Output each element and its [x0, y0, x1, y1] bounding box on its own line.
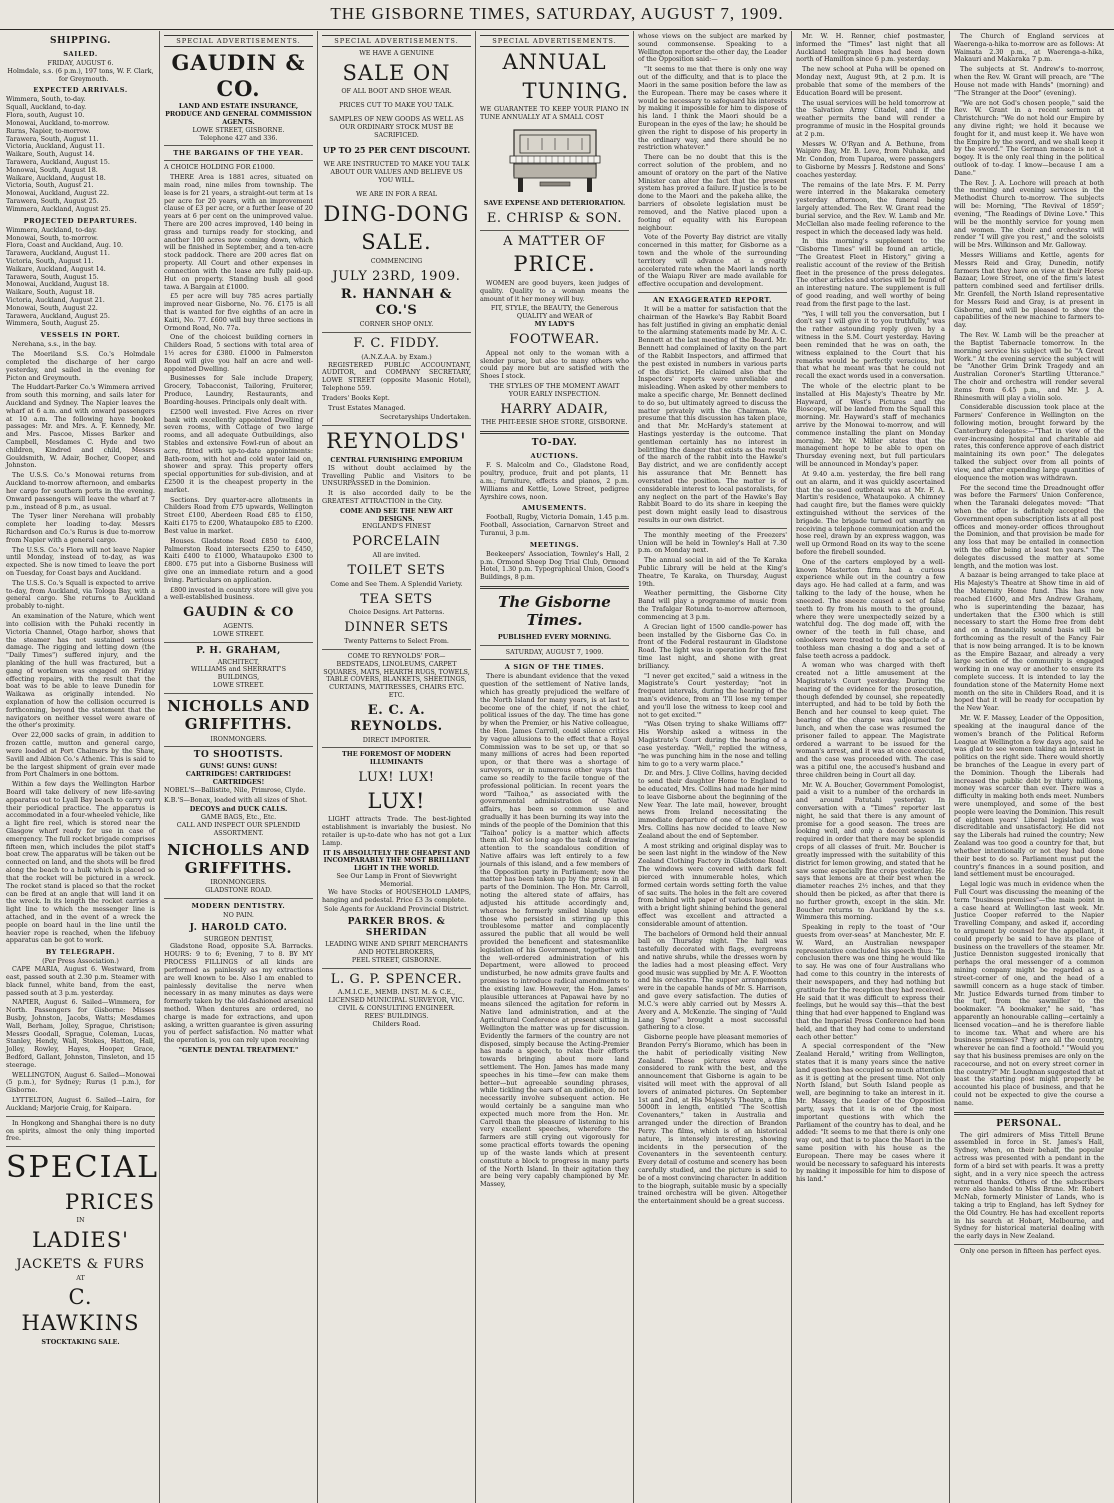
auctions-heading: AUCTIONS.	[530, 452, 579, 461]
parker-desc: LEADING WINE AND SPIRIT MERCHANTS AND HOTELBROKERS,	[325, 940, 468, 956]
news-paragraph: Dr. and Mrs. J. Clive Collins, having decided to send their daughter Home to England to be educated, Mrs. Collins had made her mind to leave Gisborne about the beginning of the New Year. The late mail, however, brought news from Ireland necessitating the immediate departure of one of the other, so Mrs. Collins has now decided to leave New Zealand about the end of September.	[638, 769, 787, 840]
spencer-buildings: REES' BUILDINGS.	[364, 1011, 429, 1020]
annual: ANNUAL	[502, 50, 607, 75]
graham-buildings: WILLIAMS and SHERRATT'S	[190, 665, 286, 674]
englands-finest: ENGLAND'S FINEST	[362, 522, 431, 531]
column-advertisements-1	[160, 31, 318, 1503]
secretaryships-line: Secretaryships Undertaken.	[379, 413, 471, 422]
telegraph-napier: NAPIER, August 6. Sailed—Wimmera, for North. Passengers for Gisborne: Misses Busby, Johnston, Jacobs, Watts; Mesdames Wall, Berham, Jolley, Sprague, Christison; Messrs Goodall, Sprague, Coleman, Lucas, Stanley, Hendy, Wall, Stokes, Hatton, Hall, Jolley, Rowley, Hayes, Hooper, Grace, Bedford, Gallant, Johnston, Tinsleton, and 15 steerage.	[6, 998, 155, 1069]
news-paragraph: Considerable discussion took place at the Farmers' Conference in Wellington on the following motion, brought forward by the Canterbury delegates:—"That in view of the ever-increasing hospital and charitable aid rates, this conference approve of each district maintaining its own poor." The delegates talked the subject over from all points of view, and after expending large quantities of eloquence the motion was withdrawn.	[954, 403, 1104, 482]
news-paragraph: In this morning's supplement to the "Gisborne Times" will be found an article, "The Greatest Fleet in History," giving a realistic account of the review of the British fleet in the presence of the press delegates. The other articles and stories will be found of an interesting nature. The supplement is full of good reading, and well worthy of being read from the first page to the last.	[796, 237, 945, 308]
news-paragraph: The Rev. W. Lamb will be the preacher at the Baptist Tabernacle tomorrow. In the morning service his subject will be "A Great Work." At the evening service the subject will be "Another Grim Drink Tragedy and an Australian Coroner's Startling Utterance." The choir and orchestra will render several items from 6.45 p.m., and Mr. J. A. Rhinesmith will play a violin solo.	[954, 331, 1104, 402]
ironmongers-label-2: IRONMONGERS.	[210, 878, 267, 887]
editorial-continued: "It seems to me that there is only one way out of the difficulty, and that is to place the Maori in the same position before the law as the European. There may be cases where it would be necessary to safeguard his interests by making it impossible for him to dispose of his land. I think the Maori should be a European in the eyes of the law; he should be given the right to dispose of his property in the ordinary way, and there should be no restriction whatever."	[638, 65, 787, 152]
shipping-paragraph: The Moeriland S.S. Co.'s Holmdale completed the discharge of her cargo yesterday, and sailed in the evening for Picton and Greymouth.	[6, 350, 155, 382]
styles-line: THE STYLES OF THE MOMENT AWAIT YOUR EARLY INSPECTION.	[489, 382, 620, 398]
cato-text: Gladstone Road, opposite S.A. Barracks. HOURS: 9 to 6; Evening, 7 to 8. BY MY PROCESS FILLINGS of all kinds are performed as painlessly as my extractions are well known to be. Also I am enabled to painlessly devitalise the nerve when necessary in as many minutes as days were formerly taken by the old-fashioned arsenical method. When dentures are ordered, no charge is made for extractions, and upon asking, a written guarantee is given assuring you of perfect satisfaction. No matter what the operation is, you can rely upon receiving	[164, 942, 313, 1045]
women-text: WOMEN are good buyers, keen judges of quality. Quality to a woman means the amount of it her money will buy.	[480, 279, 629, 303]
news-paragraph: Mr. W. H. Renner, chief postmaster, informed the "Times" last night that all Auckland telegraph lines had been down north of Hamilton since 6 p.m. yesterday.	[796, 32, 945, 64]
published-line: PUBLISHED EVERY MORNING.	[497, 632, 612, 641]
parker-address: PEEL STREET, GISBORNE.	[351, 955, 442, 964]
graham-address: LOWE STREET.	[213, 681, 264, 690]
gaudin-subtitle: LAND AND ESTATE INSURANCE, PRODUCE AND GENERAL COMMISSION AGENTS.	[165, 102, 312, 126]
today-heading: TO-DAY.	[531, 438, 578, 449]
agents-address: LOWE STREET.	[213, 629, 264, 638]
cheapest-line: IT IS ABSOLUTELY THE CHEAPEST AND INCOMPARABLY THE MOST BRILLIANT LIGHT IN THE WORLD.	[322, 848, 470, 873]
genuine-line: WE HAVE A GENUINE	[359, 49, 434, 58]
news-paragraph: The Church of England services at Waerenga-a-hika to-morrow are as follows: At Waimata 2.30 p.m., at Waerenga-a-hika, Makauri and Makaraka 7 p.m.	[954, 32, 1104, 64]
sailed-heading: SAILED.	[63, 49, 98, 58]
meetings-heading: MEETINGS.	[529, 540, 580, 549]
news-paragraph: One of the carters employed by a well-known Masterton firm had a curious experience while out in the country a few days ago. He had called at a farm, and was talking to the lady of the house, when he sneezed. The sneeze caused a set of false teeth to fly from his mouth to the ground, where they were unexpectedly seized by a watchful dog. The dog made off, with the owner of the teeth in full chase, and onlookers were treated to the spectacle of a toothless man chasing a dog and a set of false teeth across a paddock.	[796, 557, 945, 660]
personal-text: The girl admirers of Miss Tittell Brune assembled in force in St. James's Hall, Sydney, when, on their behalf, the popular actress was presented with a pendant in the form of a bird set with pearls. It was a pretty sight, and in a very nice speech the actress returned thanks. Others of the subscribers were also handed to Miss Brune. Mr. Robert McNab, formerly Minister of Lands, who is taking a trip to England, has left Sydney for the Old Country. He has had excellent reports in his search at Hobart, Melbourne, and Sydney for historical material dealing with the early days in New Zealand.	[954, 1130, 1104, 1241]
divider	[164, 746, 313, 747]
july-date: JULY 23RD, 1909.	[332, 268, 461, 284]
central-emporium: CENTRAL FURNISHING EMPORIUM	[330, 455, 463, 464]
news-paragraph: The subjects at St. Andrew's to-morrow, when the Rev. W. Grant will preach, are "The House not made with Hands" (morning) and "The Stranger at the Door" (evening).	[954, 65, 1104, 97]
news-paragraph: The new school at Puha will be opened on Monday next, August 9th, at 2 p.m. It is probable that some of the members of the Education Board will be present.	[796, 65, 945, 97]
graham-title: P. H. GRAHAM,	[196, 645, 281, 656]
fiddy-text: REGISTERED PUBLIC ACCOUNTANT, AUDITOR, and COMPANY SECRETARY, LOWE STREET (opposite Masonic Hotel), Telephone 559.	[322, 360, 471, 393]
gaudin-telephone: Telephone 427 and 336.	[199, 133, 278, 142]
list-item: Tarawera, South, August 25.	[6, 197, 99, 206]
news-paragraph: A Grecian light of 1500 candle-power has been installed by the Gisborne Gas Co. in front of the Federal restaurant in Gladstone Road. The light was in operation for the first time last night, and shone with great brilliancy.	[638, 622, 787, 670]
list-item: Tarawera, South, August 15.	[6, 272, 99, 281]
nopain-line: NO PAIN.	[223, 910, 254, 919]
trust-line: Trust Estates Managed.	[328, 403, 406, 412]
list-item: Monowai, South, August 18.	[6, 165, 98, 174]
news-paragraph: "Was Olsen trying to shake Williams off?" His Worship asked a witness in the Magistrate's Court during the hearing of a case yesterday. "Well," replied the witness, "he was punching him in the nose and telling him to go to a very warm place."	[638, 720, 787, 768]
list-item: Monowai, Auckland, August 22.	[6, 189, 110, 198]
ad-hawkins: C. HAWKINS	[21, 1285, 140, 1336]
news-paragraph: At 9.40 a.m. yesterday, the fire bell rang out an alarm, and it was quickly ascertained that the so-used outbreak was at Mr. F. A. Martin's residence, Whataupoko. A chimney had caught fire, but the flames were quickly extinguished without the services of the brigade. The brigade turned out smartly on receiving a telephone communication and the hose reel, drawn by an express waggon, was well up Ormond Road on its way to the scene before the firebell sounded.	[796, 469, 945, 556]
news-paragraph: Messrs Williams and Kettle, agents for Messrs Reid and Gray, Dunedin, notify farmers that they have on view at their Horse Bazaar, Lowe Street, one of the firm's latest pattern combined seed and fertiliser drills. Mr. Grenfell, the North Island representative for Messrs Reid and Gray, is at present in Gisborne, and will be pleased to show the capabilities of the new machine to farmers to-day.	[954, 250, 1104, 330]
estate-paragraph: £800 invested in country store will give you a well-established business.	[164, 585, 313, 602]
eyes-note: Only one person in fifteen has perfect eyes.	[960, 1247, 1102, 1256]
adair-title: HARRY ADAIR,	[500, 401, 609, 417]
divider	[322, 747, 471, 748]
divider	[164, 642, 313, 643]
divider	[480, 230, 629, 231]
projected-list	[6, 227, 155, 329]
ad-stocktaking: STOCKTAKING SALE.	[41, 1337, 120, 1346]
come-reynolds: COME TO REYNOLDS' FOR—	[347, 651, 446, 660]
tea-desc: Choice Designs. Art Patterns.	[348, 608, 445, 617]
dentistry-heading: MODERN DENTISTRY.	[191, 901, 286, 910]
news-paragraph: The bachelors of Ormond held their annual ball on Thursday night. The hall was tastefully decorated with flags, evergreens and native shrubs, while the dresses worn by the ladies had a most pleasing effect. Very good music was supplied by Mr. A. F. Wootton and his orchestra. The supper arrangements were in the capable hands of Mr. S. Harrison, and gave every satisfaction. The duties of M.C.'s were ably carried out by Messrs A. Avery and A. McKenzie. The singing of "Auld Lang Syne" brought a most successful gathering to a close.	[638, 929, 787, 1032]
personal-heading: PERSONAL.	[996, 1118, 1062, 1129]
news-paragraph: "I never get excited," said a witness in the Magistrate's Court yesterday; "not in frequent intervals, during the hearing of the man's evidence, from an 'I'll lose my temper and you'll lose the witness to keep cool and not to get excited.'"	[638, 671, 787, 719]
dingdong: DING-DONG	[323, 201, 470, 226]
telegraph-heading: BY TELEGRAPH.	[45, 948, 116, 957]
news-paragraph: A bazaar is being arranged to take place at His Majesty's Theatre at Show time in aid of the Maternity Home fund. This has now reached £1600, and Mrs Andrew Graham, who is superintending the bazaar, has undertaken that the £300 which is still necessary to start the Home free from debt and on a financially sound basis will be forthcoming as the result of the Fancy Fair that is now being arranged. It is to be known as the Empire Bazaar, and already a very large section of the community is engaged working in one way or another to ensure its complete success. It is intended to lay the foundation stone of the Maternity Home next month on the site in Childers Road, and it is hoped that it will be ready for occupation by the New Year.	[954, 571, 1104, 713]
commencing: COMMENCING	[370, 256, 423, 265]
new-art: COME AND SEE THE NEW ART DESIGNS.	[340, 506, 453, 523]
telegraph-sub: (Per Press Association.)	[42, 957, 119, 966]
divider	[322, 649, 471, 650]
toilet-sets: TOILET SETS	[347, 562, 446, 578]
cato-profession: SURGEON DENTIST,	[203, 934, 274, 943]
reynolds-text: It is also accorded daily to be the GREATEST ATTRACTION in the City.	[322, 489, 471, 505]
news-paragraph: It will be a matter for satisfaction that the chairman of the Hawke's Bay Rabbit Board has felt justified in giving an emphatic denial to the alarming statements made by Mr. A. C. Bennett at the last meeting of the Board. Mr. Bennett had complained of laxity on the part of the Rabbit Inspectors, and affirmed that the pest existed in numbers in various parts of the district. He claimed also that the Inspectors' reports were unreliable and misleading. When asked by other members to make a specific charge, Mr. Bennett declined to do so, but ultimately agreed to discuss the matter privately with the Chairman. We presume that this discussion has taken place, and that Mr. McHardy's statement at Hastings yesterday is the outcome. That gentleman certainly has no interest in belittling the danger that exists as the result of the march of the rabbit into the Hawke's Bay district, and we are confidently accept his assurance that Mr. Bennett has overstated the position. The matter is of considerable interest to local pastoralists, for any neglect on the part of the Hawke's Bay Rabbit Board to do its share in keeping the pest down might easily lead to disastrous results in our own district.	[638, 305, 787, 524]
spencer-qual: A.M.I.C.E., MEMB. INST. M. & C.E.,	[337, 988, 456, 997]
auctions-text: F. S. Malcolm and Co., Gladstone Road, poultry, produce, fruit and pot plants, 11 a.m.; furniture, effects and pianos, 2 p.m. Williams and Kettle, Lowe Street, pedigree Ayrshire cows, noon.	[480, 461, 629, 501]
reynolds-title: REYNOLDS'	[326, 429, 467, 454]
nicholls-title-2: NICHOLLS AND GRIFFITHS.	[167, 840, 310, 877]
news-paragraph: Mr. W. A. Boucher, Government Pomologist, paid a visit to a number of the orchards in and around Patutahi yesterday. In conversation with a "Times" reporter last night, he said that there is any amount of promise for a good season. The trees are looking well, and only a decent season is required in order that there may be splendid crops of all classes of fruit. Mr. Boucher is greatly impressed with the suitability of this district for lemon growing, and stated that he saw some especially fine crops yesterday. He says that lemons are at their best when the diameter reaches 2½ inches, and that they should then be picked, as after that there is no further growth, except in the skin. Mr. Boucher returns to Auckland by the s.s. Wimmera this morning.	[796, 780, 945, 922]
divider	[480, 659, 629, 660]
list-item: Monowai, South, to-morrow.	[6, 233, 99, 242]
list-item: Tarawera, South, August 11.	[6, 134, 99, 143]
dinner-desc: Twenty Patterns to Select From.	[344, 637, 449, 646]
bargains-heading: THE BARGAINS OF THE YEAR.	[173, 149, 304, 158]
divider	[638, 292, 787, 293]
column-news-2	[792, 31, 950, 1503]
list-item: Flora, south, August 10.	[6, 111, 85, 120]
column-shipping	[2, 31, 160, 1503]
samples-line: SAMPLES OF NEW GOODS AS WELL AS OUR ORDINARY STOCK MUST BE SACRIFICED.	[329, 115, 464, 139]
masthead-title: THE GISBORNE TIMES, SATURDAY, AUGUST 7, 1909.	[330, 4, 784, 24]
editorial-text: There is abundant evidence that the vexed question of the settlement of Native lands, which has greatly prejudiced the welfare of the North Island for many years, is at last to become one of the chief, if not the chief, political issues of the day. The time has gone by when the Premier, or his Native colleague, the Hon. James Carroll, could silence critics by vague allusions to the effect that a Royal Commission was to be set up, or that so many millions of acres had been reported upon, or that there was a shortage of surveyors, or in numerous other ways that came so readily to the facile tongue of the professional politician. In recent years the word "Taihoa," as associated with the governmental administration of Native affairs, has been so common use and gradually it has been burning its way into the minds of the people of the Dominion that this "Taihoa" policy is a matter which affects them all. Not so long ago the task of drawing attention to the scandalous condition of Native affairs was left entirely to a few journals of this island, and a few members of the Opposition party in Parliament; now the matter has been taken up by the press in all parts of the Dominion. The Hon. Mr. Carroll, noting the altered state of affairs, has adjusted his attitude accordingly and, whereas he formerly smiled blandly upon those who persisted in stirring up this troublesome matter and complacently assured the public that all would be well provided the beneficent and statesmanlike legislation of his Government, together with the well-ordered administration of his Department, were allowed to proceed undisturbed, he now admits grave faults and promises to introduce radical amendments to the existing law. However, the Hon. James' plausible utterances at Papawai have by no means silenced the agitation for reform in Native land administration, and at the Agricultural Conference at present sitting in Wellington the matter was up for discussion. Evidently the farmers of the country are not disposed, simply because the Acting-Premier has made a speech, to relax their efforts towards bringing about more land settlement. The Hon. James has made many speeches in his time—few can make them better—but agreeable sounding phrases, while tickling the ears of an audience, do not necessarily involve subsequent action. He would certainly be a sanguine man who expected much more from the Hon. Mr. Carroll than the pleasure of listening to his very excellent speeches, wherefore the farmers are still crying out vigorously for some practical efforts towards the opening up of the waste lands which at present constitute a block to progress in many parts of the North Island. In their agitation they are being very capably championed by Mr. Massey,	[480, 672, 629, 1189]
cato-title: J. HAROLD CATO.	[189, 922, 288, 933]
editorial-heading: A SIGN OF THE TIMES.	[504, 663, 605, 672]
ad-prices: PRICES	[64, 1189, 155, 1214]
telegraph-wellington: WELLINGTON, August 6. Sailed—Monowai (5 p.m.), for Sydney; Rurus (1 p.m.), for Gisborne.	[6, 1070, 155, 1095]
list-item: Flora, Coast and Auckland, Aug. 10.	[6, 241, 124, 250]
lux-text: LIGHT attracts Trade. The best-lighted establishment is invariably the busiest. No retailer is up-to-date who has not got a Lux Lamp.	[322, 815, 471, 847]
list-item: Waikare, South, August 14.	[6, 150, 95, 159]
bargain-lead: A CHOICE HOLDING FOR £1000.	[164, 163, 275, 172]
divider	[6, 1146, 155, 1147]
news-paragraph: Legal logic was much in evidence when the Full Court was discussing the meaning of the term "business premises"—the main point in a case heard at Wellington last week. Mr. Justice Cooper referred to the Napier Travelling Company, and asked if, according to argument by counsel for the appellant, it could properly be said to have its place of business on the travellers of the steamer. Mr. Justice Denniston suggested ironically that perhaps the oral messenger of a common mining company might be regarded as a street-corner of one, and the head of a sawmill concern as a huge stack of timber. Mr. Justice Edwards turned from timber to the turf, from the sawmiller to the bookmaker. "A bookmaker," he said, "has apparently an honourable calling—certainly a licensed vocation—and he is therefore liable to income tax. What and where are his business premises? They are all the country, wherever he can find a foothold." "Would you say that his business premises are only on the racecourse, and not on every street corner in the country?" Mr. Loughnan suggested that at least the starting post might properly be accounted his place of business, and that he could not be expected to give the course a name.	[954, 880, 1104, 1107]
exaggerated-heading: AN EXAGGERATED REPORT.	[652, 296, 773, 304]
hannah-title: R. HANNAH & CO.'S	[340, 287, 453, 319]
editorial-continued: Vote of the Poverty Bay district are vitally concerned in this matter, for Gisborne as a town and the whole of the surrounding territory will advance at a greatly accelerated rate when the Maori lands north of the Waiapu River are made available for effective occupation and development.	[638, 233, 787, 289]
list-item: Wimmera, South, August 25.	[6, 319, 100, 328]
divider	[164, 693, 313, 694]
lux-big: LUX!	[367, 788, 426, 813]
gladstone-road: GLADSTONE ROAD.	[205, 886, 272, 895]
forreal-line: WE ARE IN FOR A REAL	[355, 189, 438, 198]
nicholls-title: NICHOLLS AND GRIFFITHS.	[167, 696, 310, 734]
direct-importer: DIRECT IMPORTER.	[362, 735, 431, 744]
divider	[164, 145, 313, 146]
news-paragraph: "Yes, I will tell you the conversation, but I don't say I will give it to you truthfully," was the rather astounding reply given by a witness in the S.M. Court yesterday. Having been reminded that he was on oath, the witness explained to the Court that his remarks would be perfectly veracious, but that what he meant was that he could not recall the exact words used in a conversation.	[796, 309, 946, 381]
fit-style: FIT, STYLE, the BEAUTY, the Generous QUALITY and WEAR of	[490, 304, 619, 321]
spencer-address: Childers Road.	[372, 1019, 421, 1028]
news-paragraph: The whole of the electric plant to be installed at His Majesty's Theatre by Mr. Hayward, of West's Pictures and the Bioscope, will be landed from the Squall this morning. Mr. Hayward's staff of mechanics arrive by the Monowai to-morrow, and will commence installing the plant on Monday morning. Mr. W. Miller states that the management hope to be able to open on Thursday evening next, but full particulars will be announced in Monday's paper.	[796, 381, 945, 469]
graham-profession: ARCHITECT,	[217, 657, 260, 666]
list-item: Tarawera, Auckland, August 15.	[6, 157, 110, 166]
gaudin-agents-title: GAUDIN & CO	[183, 605, 294, 621]
estate-paragraph: Sections. Dry quarter-acre allotments in Childers Road from £75 upwards, Wellington Street £100, Aberdeen Road £85 to £150, Kaiti £175 to £200, Whataupoko £85 to £200. Best value in market.	[164, 495, 313, 535]
sale-on: SALE ON	[342, 60, 451, 85]
edition-date: SATURDAY, AUGUST 7, 1909.	[505, 647, 604, 656]
vessels-text: Nerehana, s.s., in the bay.	[12, 340, 97, 349]
bags-line: GAME BAGS, Etc., Etc.	[200, 813, 277, 822]
decoys-line: DECOYS and DUCK CALLS.	[189, 805, 288, 814]
list-item: FRIDAY, AUGUST 6.	[47, 59, 114, 67]
cartridges-line: CARTRIDGES! CARTRIDGES! CARTRIDGES!	[185, 770, 292, 786]
list-item: Tarawera, Auckland, August 25.	[6, 311, 110, 320]
news-paragraph: The remains of the late Mrs. F. M. Perry were interred in the Makaraka cemetery yesterday afternoon, the funeral being largely attended. The Rev. W. Grant read the burial service, and the Rev. W. Lamb and Mr. McClellan also made feeling reference to the respect in which the deceased lady was held.	[796, 180, 945, 236]
tea-sets: TEA SETS	[360, 591, 433, 607]
hawkins-advert	[6, 1150, 160, 1346]
ad-in: IN	[76, 1216, 85, 1225]
divider	[322, 332, 471, 333]
sale-2: SALE.	[361, 230, 432, 255]
newspaper-title: The Gisborne Times.	[498, 593, 611, 630]
divider	[322, 425, 471, 426]
editorial-continued: whose views on the subject are marked by sound commonsense. Speaking to a Wellington reporter the other day, the Leader of the Opposition said:—	[638, 32, 787, 64]
fiddy-qualification: (A.N.Z.A.A. by Exam.)	[361, 352, 432, 361]
shipping-paragraph: An examination of the Nature, which went into collision with the Puhaki recently in Victoria Channel, Otago harbor, shows that the steamer has not sustained serious damage. The rigging and letting down (the "Daily Times") suffered injury, and the planking of the hull was fractured, but a gang of workmen was engaged on Friday effecting repairs, with the result that the boat was to be able to leave Dunedin for Waikawa as originally intended. No explanation of how the collision occurred is forthcoming, beyond the statement that the navigators on neither vessel were aware of the other's proximity.	[6, 612, 155, 730]
list-item: Wimmera, South, to-day.	[6, 95, 86, 104]
ironmongers-label: IRONMONGERS.	[210, 734, 267, 743]
column-news-3	[950, 31, 1108, 1503]
discount-line: UP TO 25 PER CENT DISCOUNT.	[322, 144, 471, 155]
divider	[164, 160, 313, 161]
projected-heading: PROJECTED DEPARTURES.	[23, 216, 138, 225]
appeal-text: Appeal not only to the woman with a slender purse, but also to many others who could pay more but are satisfied with the Shoes I stock.	[480, 348, 629, 381]
chrisp-title: E. CHRISP & SON.	[486, 210, 623, 226]
dinner-sets: DINNER SETS	[344, 620, 449, 636]
section-banner: SPECIAL ADVERTISEMENTS.	[322, 35, 471, 47]
matter-of: A MATTER OF	[503, 233, 606, 249]
guns-line: GUNS! GUNS! GUNS!	[199, 762, 278, 771]
news-paragraph: The usual services will be held tomorrow at the Salvation Army Citadel, and if the weather permits the band will render a programme of music in the Hospital grounds at 2 p.m.	[796, 98, 945, 138]
list-item: Rurns, Napier, to-morrow.	[6, 126, 91, 135]
inspect-line: CALL AND INSPECT OUR SPLENDID ASSORTMENT.	[176, 820, 301, 837]
list-item: Victoria, South, August 21.	[6, 181, 94, 190]
list-item: Victoria, Auckland, August 11.	[6, 142, 105, 151]
gaudin-title: GAUDIN & CO.	[171, 50, 306, 101]
all-invited: All are invited.	[372, 551, 421, 560]
news-paragraph: A woman who was charged with theft created not a little amusement at the Magistrate's Court yesterday. During the hearing of the evidence for the prosecution, though defended by counsel, she repeatedly interrupted, and had to be told by both the Bench and her counsel to keep quiet. The hearing of the charge was adjourned for lunch, and when the case was resumed the prisoner failed to appear. The Magistrate ordered a warrant to be issued for the woman's arrest, and it was at once executed, and the case was proceeded with. The case was a pitiful one, the accused's husband and three children being in Court all day.	[796, 661, 945, 779]
news-paragraph: Messrs W. O'Ryan and A. Bethune, from Waipiro Bay, Mr. B. Leve, from Nuhaka, and Mr. Condon, from Tuparoa, were passengers to Gisborne by Messrs J. Redstone and Sons' coaches yesterday.	[796, 139, 945, 179]
list-item: Holmdale, s.s. (6 p.m.), 197 tons, W. F. Clark, for Greymouth.	[7, 66, 154, 83]
agents-label: AGENTS.	[223, 622, 254, 631]
bedsteads-list: BEDSTEADS, LINOLEUMS, CARPET SQUARES, MATS, HEARTH RUGS, TOWELS, TABLE COVERS, BLANKETS, SHEETINGS, CURTAINS, MATTRESSES, CHAIRS ETC. ETC.	[323, 659, 470, 699]
list-item: Waikare, South, August 18.	[6, 288, 95, 297]
estate-paragraph: Businesses for Sale include Drapery, Grocery, Tobacconist, Tailoring, Fruiterer, Produce, Laundry, Restaurants, and Boarding-houses. Principals only dealt with.	[164, 374, 313, 406]
estate-paragraph: £2500 well invested. Five Acres on river bank with excellently appointed Dwelling of seven rooms, with Cottage of two large rooms, and all adequate Outbuildings, also Stables and extensive Fowl-run of about an acre, fitted with up-to-date appointments: Bath-room, with hot and cold water laid on, shower and spray. This property offers special opportunities for sub-division, and at £2500 it is the cheapest property in the market.	[164, 407, 313, 494]
eareynolds-title: E. C. A. REYNOLDS.	[350, 702, 443, 734]
news-paragraph: "We are not God's chosen people," said the Rev. W. Grant in a recent sermon at Christchurch: "We do not hold our Empire by any divine right; we hold it because we fought for it, and must keep it. We have won the Empire by the sword, and we shall keep it by the sword." The German menace is not a bogey. It is the only real thing in the political outlook of to-day. I know—because I am a Dane."	[954, 98, 1104, 177]
list-item: Monowai, South, August 22.	[6, 303, 98, 312]
divider	[6, 1116, 155, 1117]
news-paragraph: Gisborne people have pleasant memories of Brandon Perry's Bioramo, which has been in the habit of periodically visiting New Zealand. These pictures were always considered to rank with the best, and the announcement that Gisborne is again to be visited will meet with the approval of all lovers of animated pictures. On September 1st and 2nd, at His Majesty's Theatre, a film 5000ft in length, entitled "The Scottish Covenanters," taken in Australia and arranged under the direction of Brandon Perry. The films, which is of an historical nature, is intensely interesting, showing incidents in the persecution of the Covenanters in the seventeenth century. Every detail of costume and scenery has been carefully studied, and the picture is said to be of a most convincing character. In addition to the biograph, suitable music by a specially trained orchestra will be given. Altogether the entertainment should be a great success.	[638, 1033, 787, 1206]
divider	[164, 898, 313, 899]
ad-jackets: JACKETS & FURS	[16, 1256, 145, 1272]
list-item: Squall, Auckland, to-day.	[6, 103, 87, 112]
cato-tagline: "GENTLE DENTAL TREATMENT."	[178, 1046, 299, 1055]
price: PRICE.	[513, 252, 596, 277]
corner-shop: CORNER SHOP ONLY.	[359, 320, 434, 329]
spencer-civil: CIVIL & CONSULTING ENGINEER.	[338, 1004, 455, 1013]
estate-paragraph: One of the choicest building corners in Childers Road, 5 sections with total area of 1½ acres for £380. £1000 in Palmerston Road will give you half an acre and well-appointed Dwelling.	[164, 333, 313, 373]
spencer-title: L. G. P. SPENCER.	[330, 971, 463, 987]
estate-paragraph: THERE Area is 1881 acres, situated on main road, nine miles from township. The lease is for 21 years, a straight-out term at 1s per acre for 20 years, with an improvement clause of £3 per acre, or a further lease of 20 years at 6 per cent on the unimproved value. There are 200 acres improved, 140 being in grass and turnips ready for stocking, and another 100 acres now coming down, which will be finished in September, and a ten-acre stock paddock. There are 200 acres flat on property. All Court and other expenses in connection with the lease are fully paid-up. Hut on property. Standing bush all good tawa. A Bargain at £1000.	[164, 173, 313, 291]
reynolds-text: IS without doubt acclaimed by the Travelling Public and Visitors to be UNSURPASSED in the Dominion.	[322, 463, 471, 488]
news-paragraph: Speaking in reply to the toast of "Our guests from over-seas" at Manchester, Mr. F. W. Ward, an Australian newspaper representative concluded his speech thus: "In conclusion there was one thing he would like to say. He was one of four Australians who had come to this country in the interests of their newspapers, and they had nothing but gratitude for the reception they had received. He said that it was difficult to express their feelings, but he would say this—that the best thing that had ever happened to England was that the Imperial Press Conference had been held, and that they had come to understand each other better."	[796, 923, 945, 1041]
meetings-text: Beekeepers' Association, Townley's Hall, 2 p.m. Ormond Sheep Dog Trial Club, Ormond Hotel, 1.30 p.m. Typographical Union, Good's Buildings, 8 p.m.	[480, 549, 629, 582]
section-banner: SPECIAL ADVERTISEMENTS.	[164, 35, 313, 47]
telegraph-text: CAPE MARIA, August 6. Westward, from east, passed south at 2.30 p.m. Steamer with black funnel, white band, from the east, passed south at 3 p.m. yesterday.	[6, 965, 155, 997]
news-paragraph: A most striking and original display was to be seen last night in the window of the New Zealand Clothing Factory in Gladstone Road. The windows were covered with dark felt pierced with innumerable holes, which formed certain words setting forth the value of sac suits. The holes in the felt are covered from behind with paper of various hues, and with a bright light shining behind the general effect was excellent and attracted a considerable amount of attention.	[638, 841, 787, 928]
see-lamp: See Our Lamp in Front of Sievwright Memorial.	[336, 872, 457, 888]
shipping-paragraph: The Tyser liner Nerehana will probably complete her loading to-day. Messrs Richardson and Co.'s Rurus is due to-morrow from Napier with a general cargo.	[6, 512, 155, 544]
phit-store: THE PHIT-EESIE SHOE STORE, GISBORNE.	[481, 418, 628, 427]
foremost: THE FOREMOST OF MODERN ILLUMINANTS	[342, 750, 451, 767]
nobel-line: NOBEL'S—Ballistite, Nile, Primrose, Clyde.	[164, 785, 306, 794]
expected-heading: EXPECTED ARRIVALS.	[33, 86, 128, 95]
estate-paragraph: £5 per acre will buy 785 acres partially improved near Gisborne, No. 76. £175 is all that is wanted for five eighths of an acre in Kaiti, No. 77. £600 will buy three sections in Ormond Road, No. 77a.	[164, 292, 313, 332]
ad-at: AT	[76, 1273, 85, 1282]
list-item: Monowai, Auckland, to-morrow.	[6, 118, 110, 127]
shipping-paragraph: The U.S.S. Co.'s Monowai returns from Auckland to-morrow afternoon, and embarks her cargo for southern ports in the evening. Onward passengers will leave the wharf at 7 p.m., instead of 8 p.m., as usual.	[6, 471, 155, 511]
news-paragraph: Mr. W. F. Massey, Leader of the Opposition, speaking at the inaugural dance of the women's branch of the Political Reform League at Wellington a few days ago, said he was glad to see women taking an interest in politics on the right side. There would shortly be branches of the League in every part of the Dominion. Though the Liberals had increased the public debt by thirty millions, money was scarcer than ever. There was a difficulty in making both ends meet. Numbers were unemployed, and some of the best people were leaving the Dominion. This result of eighteen years' Liberal legislation was discreditable and unsatisfactory. He did not say the Liberals had ruined the country; New Zealand was too good a country for that, but whether intentionally or not they had done their best to do so. Parliament must put the country's finances in a sound position, and land settlement must be encouraged.	[954, 714, 1104, 879]
traders-line: Traders' Books Kept.	[322, 393, 390, 402]
gaudin-address: LOWE STREET, GISBORNE.	[192, 125, 285, 134]
ad-ladies: LADIES'	[32, 1228, 129, 1253]
column-news-1	[634, 31, 792, 1503]
shootists-heading: TO SHOOTISTS.	[193, 750, 284, 761]
shipping-paragraph: Over 22,000 sacks of grain, in addition to frozen cattle, mutton and general cargo, were loaded at Port Chalmers by the Shaw, Savill and Albion Co.'s Athenic. This is said to be the largest shipment of grain ever made from Port Chalmers in one bottom.	[6, 731, 155, 779]
expected-list	[6, 96, 155, 213]
sole-agents: Sole Agents for Auckland Provincial District.	[324, 905, 469, 914]
list-item: Waikare, Auckland, August 18.	[6, 173, 106, 182]
shipping-paragraph: The Huddart-Parker Co.'s Wimmera arrived from south this morning, and sails later for Auckland and Sydney. The Napier leaves the wharf at 6 a.m. and with onward passengers at 10 a.m. The following have booked passages: Mr. and Mrs. A. F. Kennedy, Mr. and Mrs. Pascoe, Misses Barker and Campbell, Mesdames C. Hyde and two children, Kindred and child, Messrs Gouldsmith, W. Adair, Bocher, Cooper, and Johnston.	[6, 383, 155, 470]
news-paragraph: The Rev. J. A. Lochore will preach at both the morning and evening services in the Methodist Church to-morrow. The subjects will be: Morning, "The Revival of 1859"; evening, "The Readings of Divine Love." This will be the monthly service for young men and women. The choir and orchestra will render "I will give you rest," and the soloists will be Mrs. Wilkinson and Mr. Galloway.	[954, 178, 1104, 250]
instructed-line: WE ARE INSTRUCTED TO MAKE YOU TALK ABOUT OUR VALUES AND BELIEVE US YOU WILL.	[323, 160, 470, 184]
amusements-text: Football, Rugby, Victoria Domain, 1.45 p.m. Football, Association, Carnarvon Street and Turanui, 3 p.m.	[480, 513, 629, 538]
divider	[480, 586, 629, 589]
guarantee: WE GUARANTEE TO KEEP YOUR PIANO IN TUNE ANNUALLY AT A SMALL COST	[480, 105, 629, 122]
list-item: Victoria, South, August 11.	[6, 256, 94, 265]
section-banner: SPECIAL ADVERTISEMENTS.	[480, 35, 629, 47]
news-paragraph: A special correspondent of the "New Zealand Herald," writing from Wellington, states that it is many years since the native land question has occupied so much attention as it is getting at the present time. Not only North Island, but South Island people as well, are beginning to take an interest in it. Mr. Massey, the Leader of the Opposition party, says that it is one of the most important questions with which the Parliament of the country has to deal, and he added: "It seems to me that there is only one way out, and that is to place the Maori in the same position with his house as the European. There may be cases where it would be necessary to safeguard his interests by making it impossible for him to dispose of his land."	[796, 1042, 945, 1184]
news-paragraph: Weather permitting, the Gisborne City Band will play a programme of music from the Trafalgar Rotunda to-morrow afternoon, commencing at 3 p.m.	[638, 589, 787, 621]
divider	[638, 528, 787, 529]
column-advertisements-2	[318, 31, 476, 1503]
kbs-line: K.B.'S—Bonax, loaded with all sizes of Shot.	[164, 795, 308, 804]
news-paragraph: For the second time the Dreadnought offer was before the Farmers' Union Conference, when the Taranaki delegates moved: "That when the offer is definitely accepted the Government open subscription lists at all post offices and money-order offices throughout the Dominion, and that provision be made for any loss that may be entailed in connection with the offer being at least ten years." The delegates discussed the matter at some length, and the motion was lost.	[954, 483, 1104, 570]
prices-line: PRICES CUT TO MAKE YOU TALK.	[339, 101, 454, 110]
lux-line: LUX! LUX!	[358, 769, 435, 785]
spencer-licensed: LICENSED MUNICIPAL SURVEYOR, VIC.	[328, 996, 465, 1005]
graham-buildings-label: BUILDINGS,	[217, 673, 260, 682]
telegraph-lyttelton: LYTTELTON, August 6. Sailed—Laira, for Auckland; Marjorie Craig, for Kaipara.	[6, 1096, 155, 1112]
news-paragraph: The monthly meeting of the Freezers' Union will be held in Townley's Hall at 7.30 p.m. on Monday next.	[638, 530, 787, 555]
sailed-list	[6, 60, 155, 83]
newspaper-page	[2, 31, 1112, 1503]
amusements-heading: AMUSEMENTS.	[522, 504, 587, 513]
divider	[954, 1244, 1104, 1245]
parker-title: PARKER BROS. & SHERIDAN	[347, 917, 446, 939]
divider	[480, 645, 629, 646]
shipping-paragraph: Within a few days the Wellington Harbor Board will take delivery of new life-saving apparatus out to Lyall Bay beach to carry out their periodical practice. The apparatus is accommodated in a four-wheeled vehicle, like a light fire reel, which is stored near the Glasgow wharf ready for use in case of emergency. The full rocket brigade comprises fifteen men, which includes the pilot staff's boat crew. The apparatus will be taken out be connected on land, and the shots will be fired along the beach to a hulk which is placed so that the rocket will be pictured in a wreck. The rocket stand is placed so that the rocket can be fired at an angle that will land it on the wreck. In its length the rocket carries a light line to which the messenger line is attached, and in the event of a wreck the people on board haul in the line until the heavier rope is reached, when the lifebuoy apparatus can be got to work.	[6, 780, 155, 945]
porcelain: PORCELAIN	[352, 534, 441, 550]
toilet-desc: Come and See Them. A Splendid Variety.	[330, 579, 463, 588]
list-item: Waikare, Auckland, August 14.	[6, 264, 106, 273]
vessels-heading: VESSELS IN PORT.	[40, 331, 121, 340]
divider	[322, 968, 471, 969]
shipping-paragraph: The U.S.S. Co.'s Squall is expected to arrive to-day, from Auckland, via Tologa Bay, with a general cargo. She returns to Auckland probably to-night.	[6, 578, 155, 611]
divider	[480, 431, 629, 434]
list-item: Tarawera, Auckland, August 11.	[6, 249, 110, 258]
editorial-continued: There can be no doubt that this is the correct solution of the problem, and no amount of oratory on the part of the Native Minister can alter the fact that the present system has proved a failure. If justice is to be done to the Maori and the pakeha alike, the barriers of obsolete legislation must be removed, and the Native placed upon a footing of equality with his European neighbour.	[638, 153, 787, 232]
save-expense: SAVE EXPENSE AND DETERIORATION.	[483, 198, 626, 207]
list-item: Wimmera, Auckland, to-day.	[6, 225, 97, 234]
list-item: Wimmera, Auckland, August 25.	[6, 204, 111, 213]
piano-illustration	[500, 126, 610, 196]
shipping-heading: SHIPPING.	[49, 36, 112, 46]
list-item: Victoria, Auckland, August 21.	[6, 296, 105, 304]
column-editorial	[476, 31, 634, 1503]
ad-special: SPECIAL	[6, 1150, 160, 1186]
estate-paragraph: Houses. Gladstone Road £850 to £400, Palmerston Road intersects £250 to £450, Kaiti £400 to £1000, Whataupoko £300 to £800. £75 put into a Gisborne Business will give one an immediate return and a good living. Particulars on application.	[164, 536, 313, 584]
masthead	[0, 0, 1114, 30]
fiddy-title: F. C. FIDDY.	[353, 335, 440, 351]
boot-line: OF ALL BOOT AND SHOE WEAR.	[341, 87, 452, 96]
list-item: Monowai, Auckland, August 18.	[6, 280, 110, 289]
footwear: FOOTWEAR.	[509, 331, 600, 347]
tuning: TUNING.	[522, 78, 629, 103]
my-ladys: MY LADY'S	[534, 320, 575, 329]
divider	[954, 1112, 1104, 1115]
shipping-paragraph: The U.S.S. Co.'s Flora will not leave Napier until Monday, instead of to-day, as was expected. She is now timed to leave the port on Tuesday, for Coast bays and Auckland.	[6, 545, 155, 578]
news-paragraph: The annual social in aid of the Te Karaka Public Library will be held at the King's Theatre, Te Karaka, on Thursday, August 19th.	[638, 556, 787, 588]
household-lamps: We have Stocks of HOUSEHOLD LAMPS, hanging and pedestal. Price £3 3s complete.	[322, 887, 471, 904]
hongkong-note: In Hongkong and Shanghai there is no duty on spirits, almost the only thing imported free.	[6, 1118, 155, 1143]
